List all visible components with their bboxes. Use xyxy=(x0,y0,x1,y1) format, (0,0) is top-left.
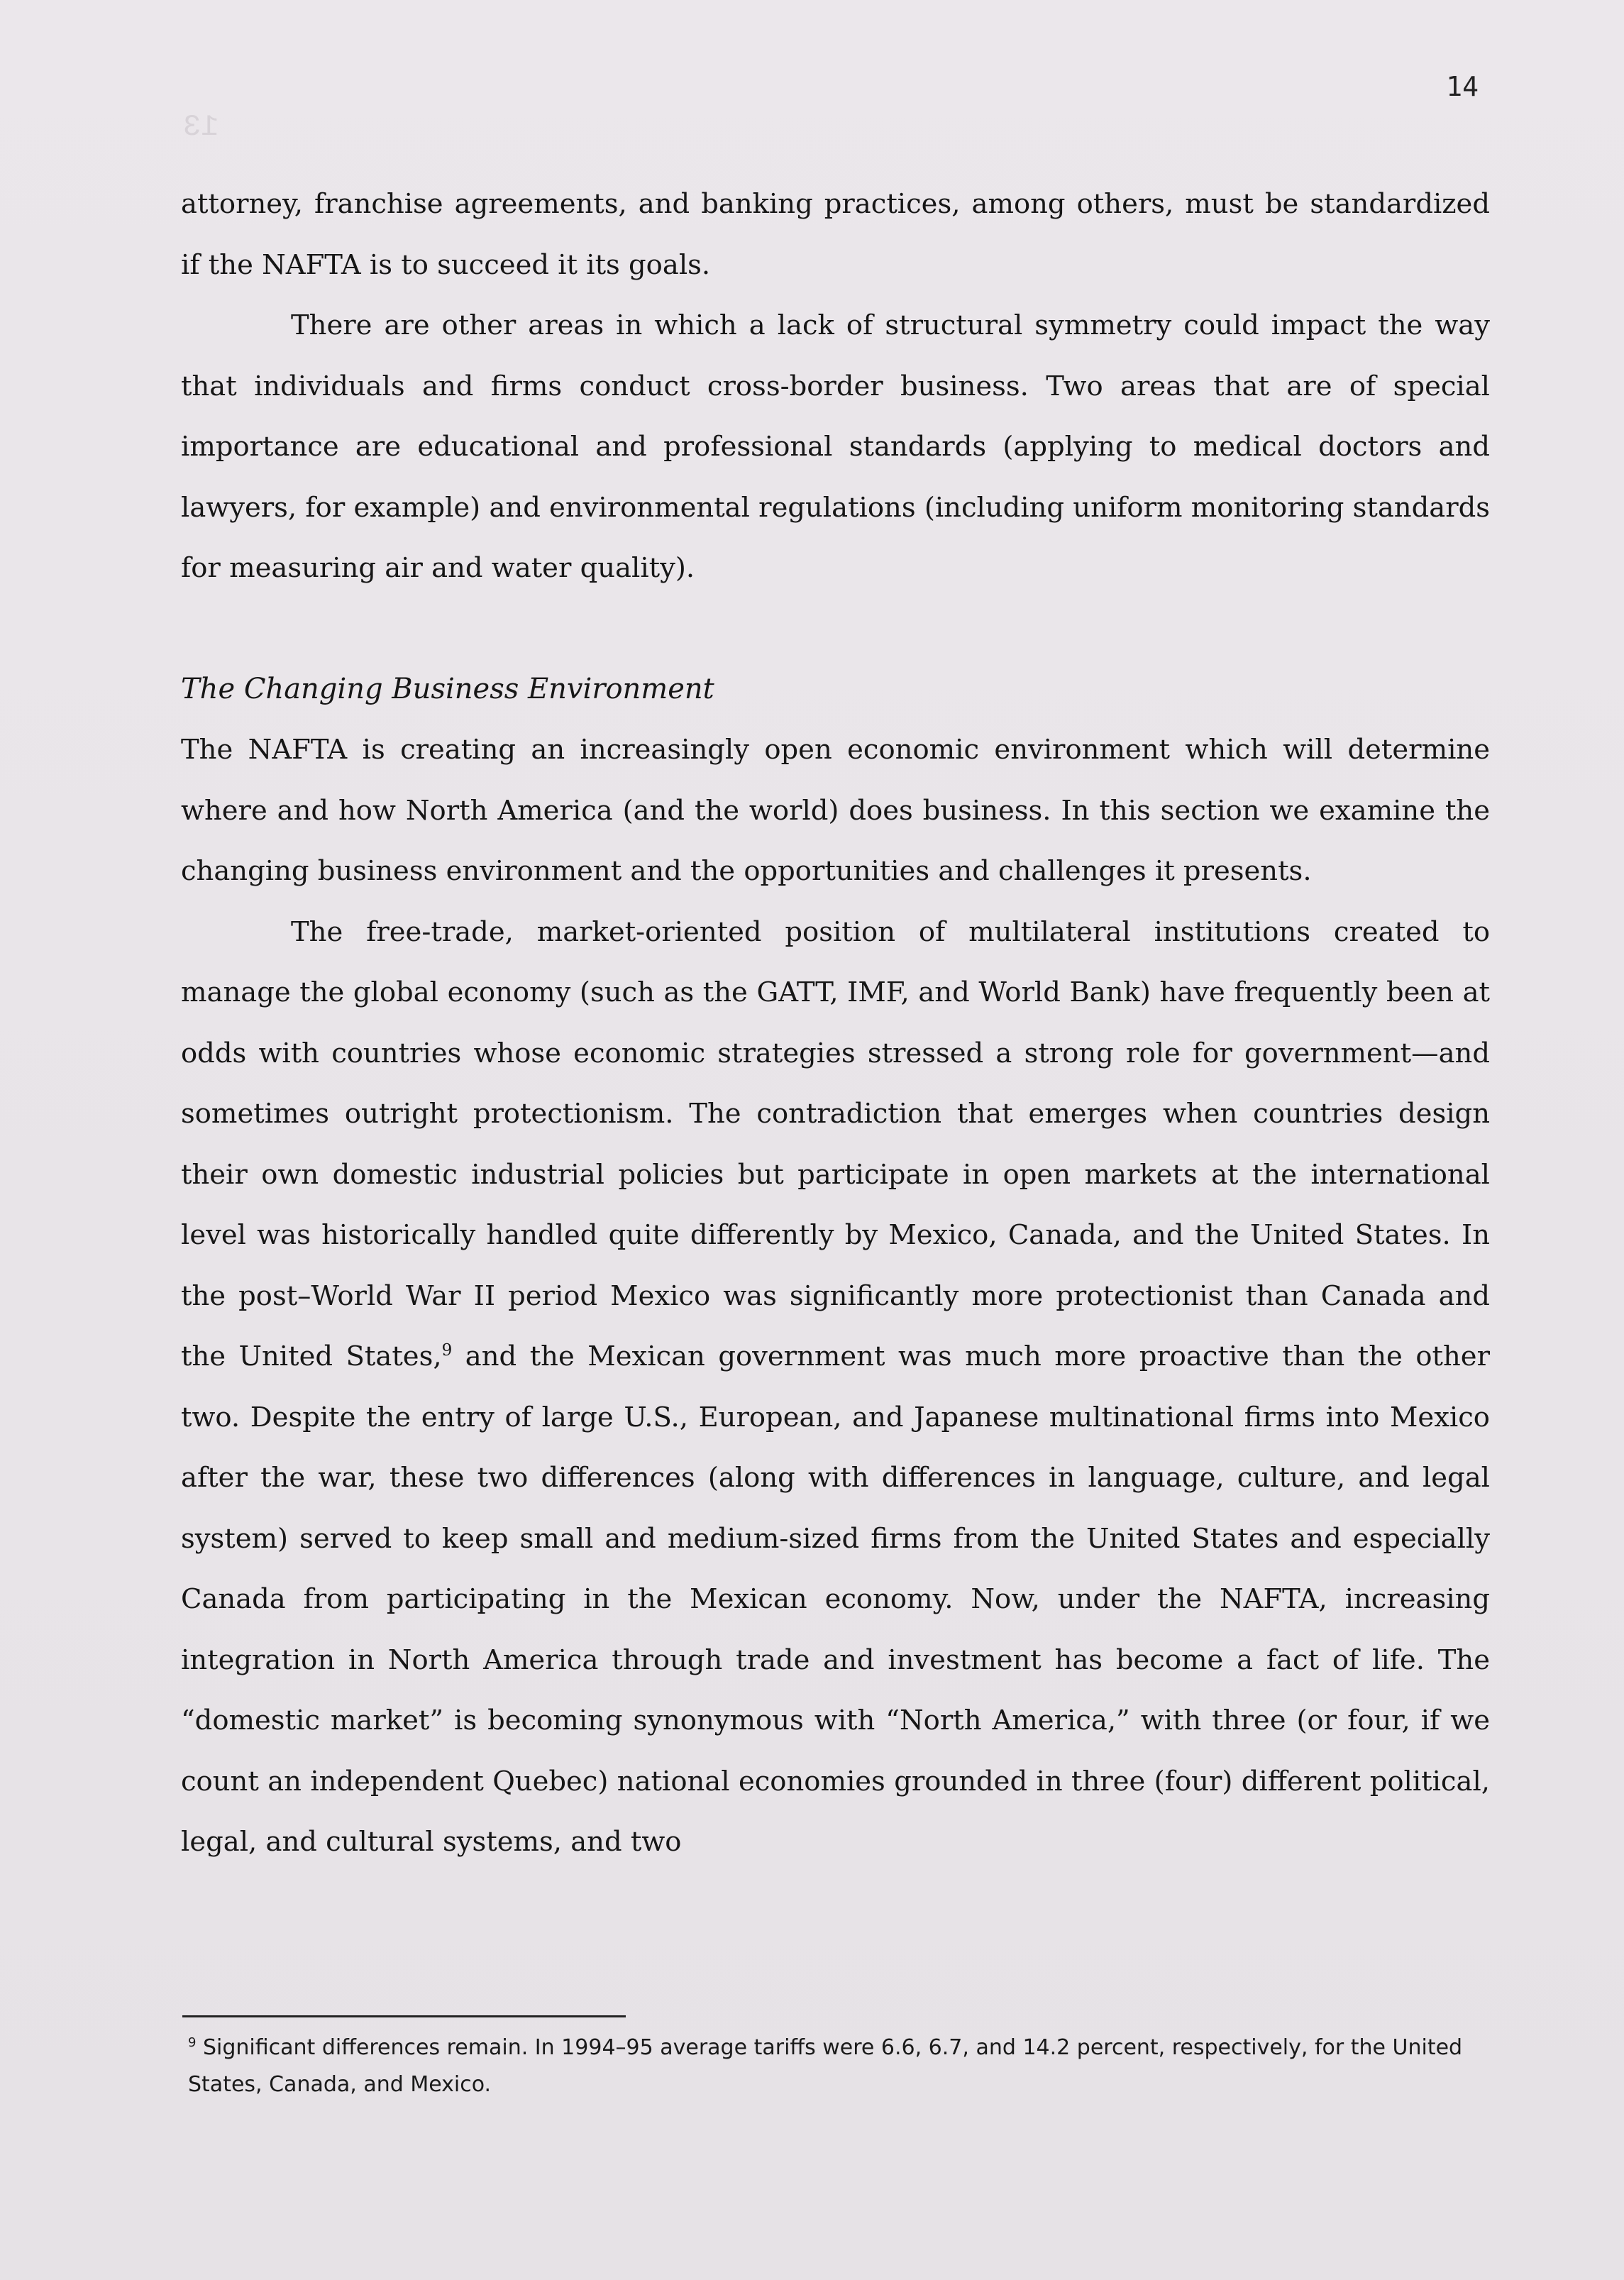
footnote xyxy=(188,2030,1501,2103)
page-number: 14 xyxy=(1446,71,1479,102)
paragraph-free-trade-part-1: The free-trade, market-oriented position of multilateral institutions created to manage the global economy (such as the GATT, IMF, and World Bank) have frequently been at odds with countries whose economic strategies stressed a strong role for government—and sometimes outright protectionism. The contradiction that emerges when countries design their own domestic industrial policies but participate in open markets at the international level was historically handled quite differently by Mexico, Canada, and the United States. In the post–World War II period Mexico was significantly more protectionist than Canada and the United States, xyxy=(181,915,1490,1372)
paragraph-structural-symmetry: There are other areas in which a lack of structural symmetry could impact the way that individuals and firms conduct cross-border business. Two areas that are of special importance are educational and professional standards (applying to medical doctors and lawyers, for example) and environmental regulations (including uniform monitoring standards for measuring air and water quality). xyxy=(181,309,1490,584)
footnote-marker: 9 xyxy=(188,2035,197,2050)
paragraph-continued: attorney, franchise agreements, and banking practices, among others, must be standardized if the NAFTA is to succeed it its goals. xyxy=(181,188,1490,281)
section-heading: The Changing Business Environment xyxy=(181,672,714,705)
footnote-reference: 9 xyxy=(441,1341,453,1360)
body-text xyxy=(181,174,1490,1873)
footnote-text: Significant differences remain. In 1994–95 average tariffs were 6.6, 6.7, and 14.2 percent, respectively, for the United States, Canada, and Mexico. xyxy=(188,2035,1463,2097)
paragraph-free-trade xyxy=(181,902,1490,1873)
footnote-divider xyxy=(182,2015,626,2017)
paragraph-open-economy: The NAFTA is creating an increasingly open economic environment which will determine where and how North America (and the world) does business. In this section we examine the changing business environment and the opportunities and challenges it presents. xyxy=(181,734,1490,887)
bleed-through-page-number: 13 xyxy=(183,110,219,144)
paragraph-free-trade-part-2: and the Mexican government was much more proactive than the other two. Despite the entry of large U.S., European, and Japanese multinational firms into Mexico after the war, these two differences (along with differences in language, culture, and legal system) served to keep small and medium-sized firms from the United States and especially Canada from participating in the Mexican economy. Now, under the NAFTA, increasing integration in North America through trade and investment has become a fact of life. The “domestic market” is becoming synonymous with “North America,” with three (or four, if we count an independent Quebec) national economies grounded in three (four) different political, legal, and cultural systems, and two xyxy=(181,1340,1490,1858)
